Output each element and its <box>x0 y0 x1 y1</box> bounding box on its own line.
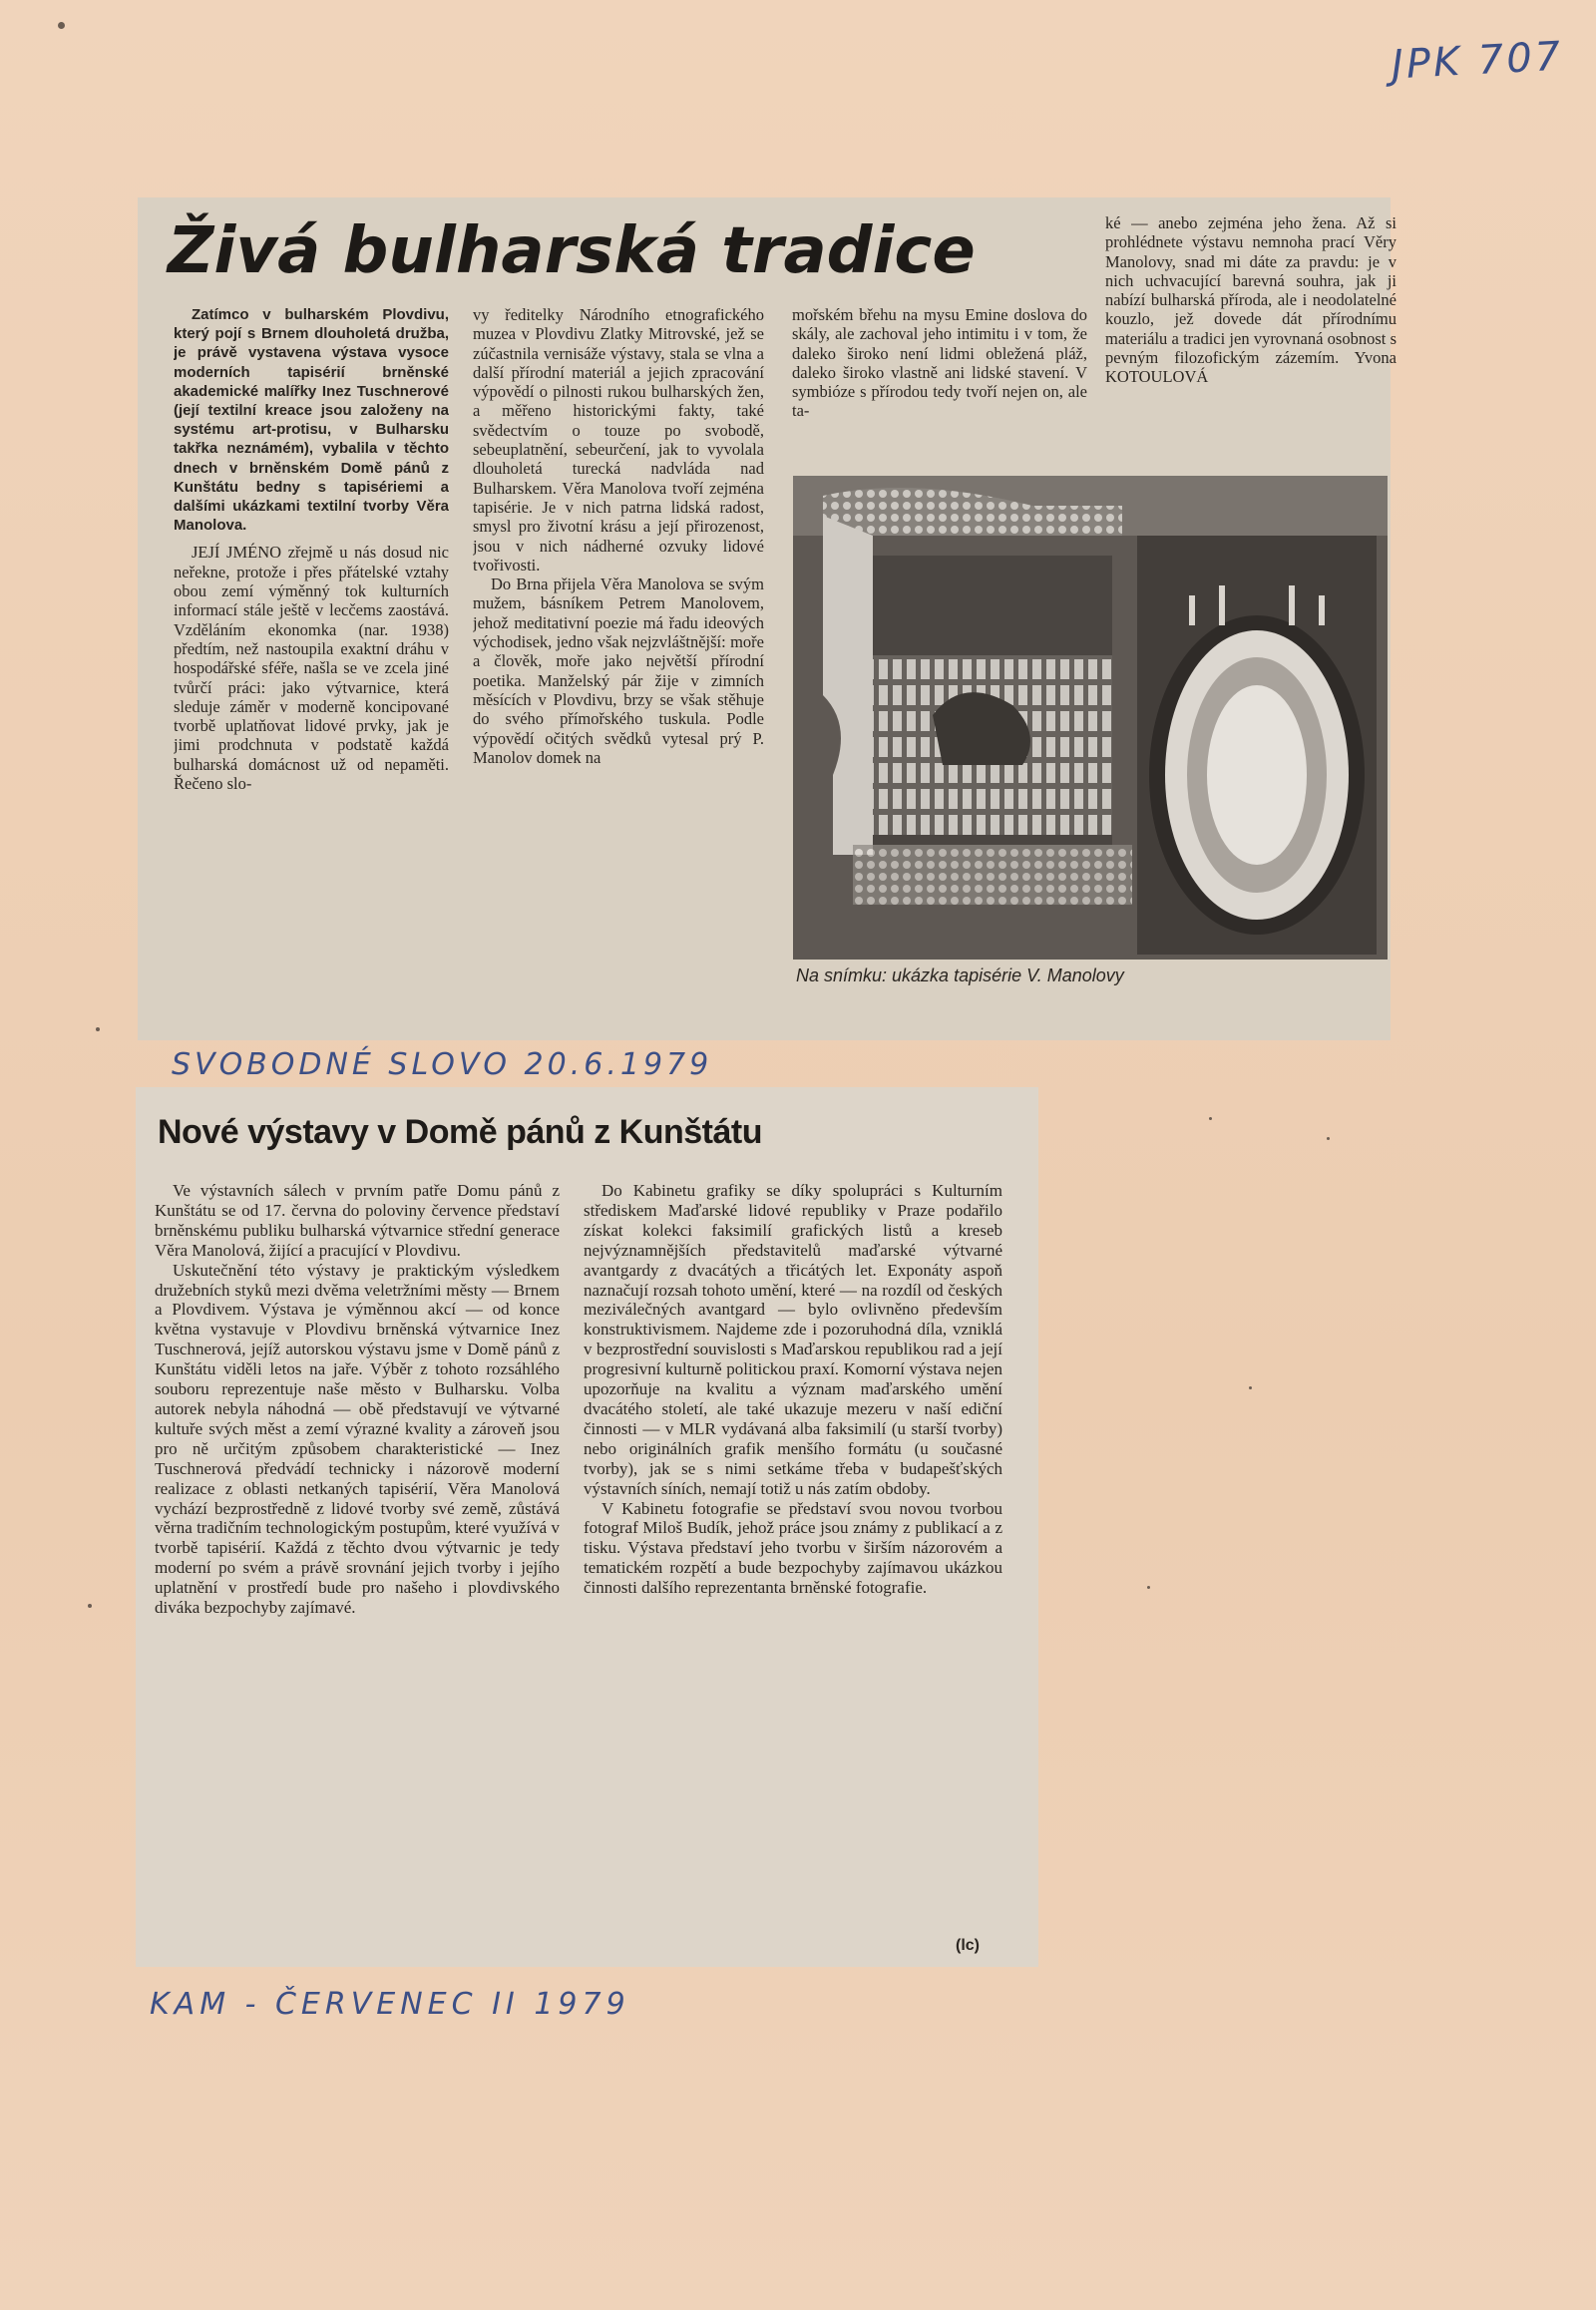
speck <box>1209 1117 1212 1120</box>
article1-source-note: SVOBODNÉ SLOVO 20.6.1979 <box>172 1047 713 1082</box>
article2-right-col <box>584 1181 1002 1937</box>
article1-col4-body: ké — anebo zejména jeho žena. Až si prohlédnete výstavu nemnoha prací Věry Manolovy, snad mi dáte za pravdu: je v nich uchvacující barevná souhra, jak ji nabízí bulharská příroda, ale i neodolatelné kouzlo, jež dovede dát přírodnímu materiálu a tradici jen vyrovnaná osobnost s pevným filozofickým zázemím. <box>1105 213 1396 368</box>
article1-col4-text <box>1105 213 1396 387</box>
article2-source-note: KAM - ČERVENEC II 1979 <box>150 1987 630 2022</box>
article1-author: Yvona KOTOULOVÁ <box>1105 348 1396 387</box>
article2-left-col <box>155 1181 560 1959</box>
article1-col2-text: vy ředitelky Národního etnografického muzea v Plovdivu Zlatky Mitrovské, jež se zúčastnila vernisáže výstavy, stala se vlna a další přírodní materiál a jejich zpracování výpovědí o pilnosti rukou bulharských žen, a měřeno historickými fakty, také svědectvím o touze po svobodě, sebeuplatnění, sebeurčení, jak to vyvolala dlouholetá turecká nadvláda nad Bulharskem. Věra Manolova tvoří zejména tapisérie. Je v nich patrna lidská radost, smysl pro životní krásu a její přirozenost, jsou v nich nádherné ozvuky lidové tvořivosti. <box>473 305 764 575</box>
article1-p2: JEJÍ JMÉNO zřejmě u nás dosud nic neřekne, protože i přes přátelské vztahy obou zemí výměnný tok kulturních informací stále ještě v lecčems zaostává. Vzděláním ekonomka (nar. 1938) předtím, než nastoupila exaktní dráhu v hospodářské sféře, našla se ve zcela jiné tvůrčí práci: jako výtvarnice, která sleduje záměr v moderně koncipované tvorbě uplatňovat lidové prvky, jak je jimi prodchnuta v podstatě každá bulharská domácnost už od nepaměti. Řečeno slo- <box>174 543 449 793</box>
speck <box>88 1604 92 1608</box>
article1-col3-text: mořském břehu na mysu Emine doslova do skály, ale zachoval jeho intimitu i v tom, že daleko široko není lidmi obležená pláž, daleko široko vlastně ani lidské stavení. V symbióze s přírodou tedy tvoří nejen on, ale ta- <box>792 305 1087 421</box>
article1-col2 <box>473 305 764 993</box>
archive-mark: JPK 707 <box>1390 33 1565 89</box>
article2-left-p2: Uskutečnění této výstavy je praktickým výsledkem družebních styků mezi dvěma veletržními městy — Brnem a Plovdivem. Výstava je výměnnou akcí — od konce května vystavuje v Plovdivu brněnská výtvarnice Inez Tuschnerová, jejíž autorskou výstavu jsme v Domě pánů z Kunštátu viděli letos na jaře. Výběr z tohoto rozsáhlého souboru reprezentuje naše město v Bulharsku. Volba autorek nebyla náhodná — obě představují ve výtvarné kultuře svých měst a zemí výrazné kvality a zároveň jsou pro ně určitým způsobem charakteristické — Inez Tuschnerová předvádí technicky i názorově moderní realizace z oblasti netkaných tapisérií, Věra Manolová vychází bezprostředně z lidové tvorby své země, zůstává věrna tradičním technologickým postupům, které využívá v tvorbě tapisérií. Každá z těchto dvou výtvarnic je tedy moderní po svém a právě srovnání jejich tvorby i jejího uplatnění v prostředí bude pro našeho i plovdivského diváka bezpochyby zajímavé. <box>155 1260 560 1618</box>
article1-col4 <box>1105 213 1396 465</box>
article1-col1 <box>174 305 449 993</box>
speck <box>1327 1137 1330 1140</box>
article1-col2-p2: Do Brna přijela Věra Manolova se svým mužem, básníkem Petrem Manolovem, jehož meditativní poezie má řadu ideových východisek, jedno však nejzvláštnější: moře a člověk, moře jako největší přírodní poetika. Manželský pár žije v zimních měsících v Plovdivu, brzy se však stěhuje do svého přímořského tuskula. Podle výpovědí očitých svědků vytesal prý P. Manolov domek na <box>473 575 764 767</box>
article2-left-p1: Ve výstavních sálech v prvním patře Domu pánů z Kunštátu se od 17. června do poloviny července představí brněnskému publiku bulharská výtvarnice střední generace Věra Manolová, žijící a pracující v Plovdivu. <box>155 1181 560 1260</box>
speck <box>1147 1586 1150 1589</box>
tapestry-image <box>793 476 1388 960</box>
article1-headline: Živá bulharská tradice <box>168 214 976 288</box>
speck <box>1249 1386 1252 1389</box>
article2-right-p2: V Kabinetu fotografie se představí svou novou tvorbou fotograf Miloš Budík, jehož práce jsou známy z publikací a z tisku. Výstava představí jeho tvorbu v širším názorovém a tematickém rozpětí a bude bezpochyby zajímavou ukázkou činnosti dalšího reprezentanta brněnské fotografie. <box>584 1498 1002 1598</box>
article2-headline: Nové výstavy v Domě pánů z Kunštátu <box>158 1113 763 1151</box>
article2-right-p1: Do Kabinetu grafiky se díky spolupráci s Kulturním střediskem Maďarské lidové republiky v Praze podařilo získat kolekci faksimilí grafických listů a kreseb nejvýznamnějších představitelů maďarské výtvarné avantgardy z dvacátých a třicátých let. Exponáty aspoň naznačují rozsah tohoto umění, které — na rozdíl od českých meziválečných avantgard — bylo ovlivněno především konstruktivismem. Najdeme zde i pozoruhodná díla, vzniklá v bezprostřední souvislosti s Maďarskou republikou rad a její progresivní kulturně politickou praxí. Komorní výstava nejen upozorňuje na kvalitu a význam maďarského umění dvacátého století, ale také ukazuje mezeru v naší ediční činnosti — v MLR vydávaná alba faksimilí (u starší tvorby) nebo originálních grafik menšího formátu (u současné tvorby), jak se s nimi setkáme třeba v budapešťských výstavních síních, nemají totiž u nás zatím obdoby. <box>584 1181 1002 1498</box>
article1-lead: Zatímco v bulharském Plovdivu, který pojí s Brnem dlouholetá družba, je právě vystavena výstava vysoce moderních tapisérií brněnské akademické malířky Inez Tuschnerové (její textilní kreace jsou založeny na systému art-protisu, v Bulharsku takřka neznámém), vybalila v těchto dnech v brněnském Domě pánů z Kunštátu bedny s tapisériemi a dalšími ukázkami textilní tvorby Věra Manolova. <box>174 306 449 535</box>
article2-signature: (lc) <box>956 1937 980 1954</box>
speck <box>96 1027 100 1031</box>
speck <box>58 22 65 29</box>
article1-col3 <box>792 305 1087 467</box>
photo-caption: Na snímku: ukázka tapisérie V. Manolovy <box>796 965 1124 985</box>
tapestry-photo <box>793 476 1388 960</box>
